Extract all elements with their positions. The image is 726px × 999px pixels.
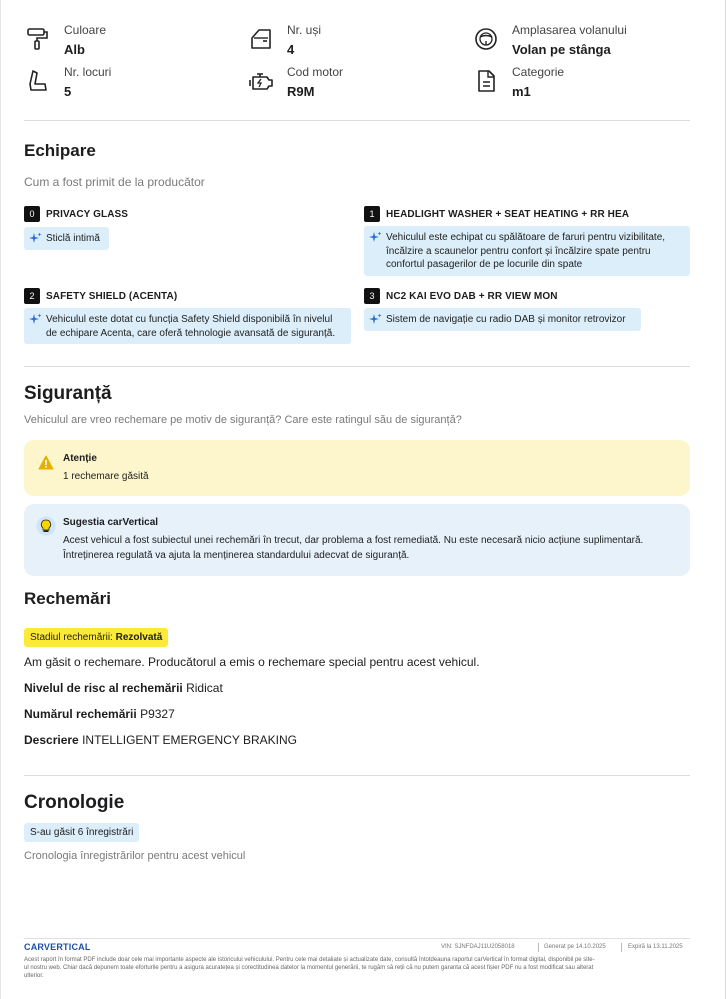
steering-wheel-icon — [473, 26, 499, 52]
footer-expires: Expiră la 13.11.2025 — [628, 944, 683, 950]
equipment-item-desc: Vehiculul este dotat cu funcția Safety Shield disponibilă în nivelul de echipare Acenta, care oferă tehnologie avansată de siguranță. — [24, 308, 351, 344]
spec-value: R9M — [287, 84, 315, 99]
item-number: 3 — [364, 288, 380, 304]
spec-category — [473, 65, 564, 101]
tip-text-2: Întreținerea regulată va ajuta la menținerea standardului adecvat de siguranță. — [63, 550, 410, 561]
tip-title: Sugestia carVertical — [63, 517, 159, 528]
recall-status-label: Stadiul rechemării: — [30, 632, 113, 643]
footer-separator — [538, 943, 539, 952]
recall-number: Numărul rechemării P9327 — [24, 707, 175, 721]
carvertical-tip — [24, 504, 690, 576]
equipment-item-header — [24, 288, 177, 304]
section-title-safety: Siguranță — [24, 383, 112, 404]
item-number: 2 — [24, 288, 40, 304]
section-subtitle: Cronologia înregistrărilor pentru acest vehicul — [24, 850, 246, 862]
item-title: HEADLIGHT WASHER + SEAT HEATING + RR HEA — [386, 208, 630, 220]
warning-text: 1 rechemare găsită — [63, 471, 149, 482]
carvertical-logo: CARVERTICAL — [24, 942, 91, 952]
spec-label: Nr. uși — [287, 23, 322, 37]
divider — [24, 366, 690, 367]
equipment-item-desc: Sistem de navigație cu radio DAB și monitor retrovizor — [364, 308, 641, 331]
equipment-item-desc: Vehiculul este echipat cu spălătoare de faruri pentru vizibilitate, încălzire a scaunelor pentru confort și încălzire spate pentru confortul pasagerilor de pe locurile din spate — [364, 226, 690, 276]
paint-roller-icon — [25, 26, 51, 52]
footer-vin: VIN: SJNFDAJ11U2058018 — [441, 944, 515, 950]
section-subtitle: Cum a fost primit de la producător — [24, 175, 205, 189]
item-title: NC2 KAI EVO DAB + RR VIEW MON — [386, 290, 558, 302]
spec-label: Amplasarea volanului — [512, 23, 627, 37]
item-number: 0 — [24, 206, 40, 222]
spec-value: m1 — [512, 84, 531, 99]
recall-description: Descriere INTELLIGENT EMERGENCY BRAKING — [24, 733, 298, 747]
section-title-equipment: Echipare — [24, 141, 96, 160]
footer-disclaimer-line: ul nostru web. Chiar dacă depunem toate eforturile pentru a asigura acuratețea și corectitudinea datelor la momentul generării, te rugăm să reții că nu putem garanta că acest fișier PDF nu a fost modificat sau alterat — [24, 965, 594, 971]
footer-disclaimer-line: Acest raport în format PDF include doar cele mai importante aspecte ale istoricului vehiculului. Pentru cele mai detaliate și actualizate date, consultă întotdeauna raportul carVertical în format digital, disponibil pe site- — [24, 957, 595, 963]
sparkle-icon — [369, 231, 382, 244]
spec-color — [25, 23, 106, 59]
spec-label: Nr. locuri — [64, 65, 112, 79]
document-icon — [473, 68, 499, 94]
car-seat-icon — [25, 68, 51, 94]
footer-disclaimer-line: ulterior. — [24, 973, 44, 979]
equipment-item-header — [24, 206, 128, 222]
spec-seats — [25, 65, 111, 101]
warning-title: Atenție — [63, 453, 97, 464]
footer-divider — [24, 938, 690, 939]
item-title: PRIVACY GLASS — [46, 208, 129, 220]
section-subtitle: Vehiculul are vreo rechemare pe motiv de siguranță? Care este ratingul său de siguranță? — [24, 414, 462, 426]
spec-label: Culoare — [64, 23, 107, 37]
sparkle-icon — [29, 232, 42, 245]
equipment-item-header — [364, 288, 558, 304]
spec-doors — [248, 23, 321, 59]
spec-value: Volan pe stânga — [512, 42, 611, 57]
recall-status-value: Rezolvată — [115, 632, 163, 643]
footer-separator — [621, 943, 622, 952]
sparkle-icon — [29, 313, 42, 326]
car-door-icon — [248, 26, 274, 52]
section-title-recalls: Rechemări — [24, 589, 111, 608]
warning-icon — [38, 455, 54, 470]
records-count-badge: S-au găsit 6 înregistrări — [24, 823, 139, 842]
equipment-item-desc: Sticlă intimă — [24, 227, 109, 250]
recall-intro: Am găsit o rechemare. Producătorul a emis o rechemare special pentru acest vehicul. — [24, 655, 480, 669]
divider — [24, 775, 690, 776]
tip-text-1: Acest vehicul a fost subiectul unei rechemări în trecut, dar problema a fost remediată. Nu este necesară nicio acțiune suplimentară. — [63, 535, 644, 546]
section-title-chronology: Cronologie — [24, 792, 125, 813]
lightbulb-icon — [36, 516, 56, 536]
spec-engine — [248, 65, 343, 101]
item-number: 1 — [364, 206, 380, 222]
sparkle-icon — [369, 313, 382, 326]
footer-generated: Generat pe 14.10.2025 — [544, 944, 606, 950]
engine-icon — [248, 68, 274, 94]
spec-steering — [473, 23, 627, 59]
equipment-item-header — [364, 206, 629, 222]
divider — [24, 120, 690, 121]
spec-label: Categorie — [512, 65, 565, 79]
spec-value: Alb — [64, 42, 85, 57]
spec-label: Cod motor — [287, 65, 344, 79]
recall-status-badge — [24, 628, 168, 647]
spec-value: 5 — [64, 84, 72, 99]
warning-alert — [24, 440, 690, 496]
spec-value: 4 — [287, 42, 295, 57]
item-title: SAFETY SHIELD (ACENTA) — [46, 290, 178, 302]
recall-risk: Nivelul de risc al rechemării Ridicat — [24, 681, 223, 695]
